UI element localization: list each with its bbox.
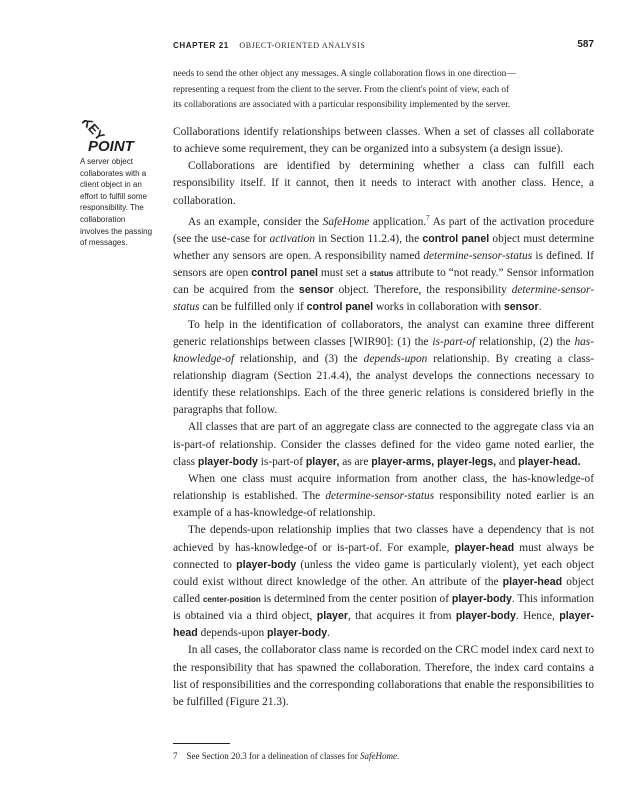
- paragraph: All classes that are part of an aggregate class are connected to the aggregate class via an is-part-of relationship. Consider the classes defined for the video game noted earlier, the class player-body is-part-of player, as are player-arms, player-legs, and player-head.: [173, 421, 594, 468]
- intro-line: its collaborations are associated with a particular responsibility implemented by the server.: [173, 100, 511, 111]
- paragraph: Collaborations are identified by determining whether a class can fulfill each responsibility itself. If it cannot, then it needs to interact with another class. Hence, a collaboration.: [173, 160, 594, 207]
- footnote-text: See Section 20.3 for a delineation of classes for: [186, 751, 360, 761]
- footnote: 7 See Section 20.3 for a delineation of classes for SafeHome.: [173, 751, 400, 761]
- key-point-sidebar: [80, 120, 155, 249]
- intro-line: needs to send the other object any messages. A single collaboration flows in one direction—: [173, 69, 516, 79]
- footnote-number: 7: [173, 751, 178, 761]
- page-number: 587: [577, 39, 594, 50]
- footnote-divider: [173, 743, 230, 744]
- chapter-label: CHAPTER 21: [173, 41, 229, 50]
- continued-paragraph: [173, 67, 594, 114]
- running-header: [173, 41, 594, 55]
- chapter-title: OBJECT-ORIENTED ANALYSIS: [239, 41, 366, 50]
- svg-text:KEY: KEY: [80, 120, 108, 144]
- body-text: [173, 124, 594, 711]
- svg-text:POINT: POINT: [88, 138, 134, 155]
- paragraph: When one class must acquire information from another class, the has-knowledge-of relationship is established. The determine-sensor-status responsibility noted earlier is an example of a has-knowledge-of relationship.: [173, 472, 594, 520]
- footnote-italic: SafeHome: [359, 751, 397, 761]
- paragraph: As an example, consider the SafeHome application.$^7$ As part of the activation procedure (see the use-case for activation in Section 11.2.4), the control panel object must determine whether any sensors are open. A responsibility named determine-sensor-status is defined. If sensors are open control panel must set a status attribute to “not ready.” Sensor information can be acquired from the sensor object. Therefore, the responsibility determine-sensor-status can be fulfilled only if control panel works in collaboration with sensor.: [173, 213, 595, 314]
- paragraph: The depends-upon relationship implies that two classes have a dependency that is not achieved by has-knowledge-of or is-part-of. For example, player-head must always be connected to player-body (unless the video game is particularly violent), yet each object could exist without direct knowledge of the other. An attribute of the player-head object called center-position is determined from the center position of player-body. This information is obtained via a third object, player, that acquires it from player-body. Hence, player-head depends-upon player-body.: [173, 524, 595, 640]
- footnote-ref: 7: [426, 213, 430, 222]
- paragraph: In all cases, the collaborator class name is recorded on the CRC model index card next to the responsibility that has spawned the collaboration. Therefore, the index card contains a list of responsibilities and the corresponding collaborations that enable the responsibilities to be fulfilled (Figure 21.3).: [173, 644, 594, 708]
- key-point-logo: [80, 120, 155, 156]
- key-point-note: A server object collaborates with a client object in an effort to fulfill some responsibility. The collaboration involves the passing of messages.: [80, 157, 153, 248]
- paragraph: To help in the identification of collaborators, the analyst can examine three different generic relationships between classes [WIR90]: (1) the is-part-of relationship, (2) the has-knowledge-of relationship, and (3) the depends-upon relationship. By creating a class-relationship diagram (Section 21.4.4), the analyst develops the connections necessary to identify these relationships. Each of the three generic relations is considered briefly in the paragraphs that follow.: [173, 318, 594, 417]
- key-point-icon: [80, 120, 155, 156]
- intro-line: representing a request from the client to the server. From the client's point of view, each of: [173, 84, 510, 95]
- paragraph: Collaborations identify relationships between classes. When a set of classes all collaborate to achieve some requirement, they can be organized into a subsystem (a design issue).: [173, 126, 594, 156]
